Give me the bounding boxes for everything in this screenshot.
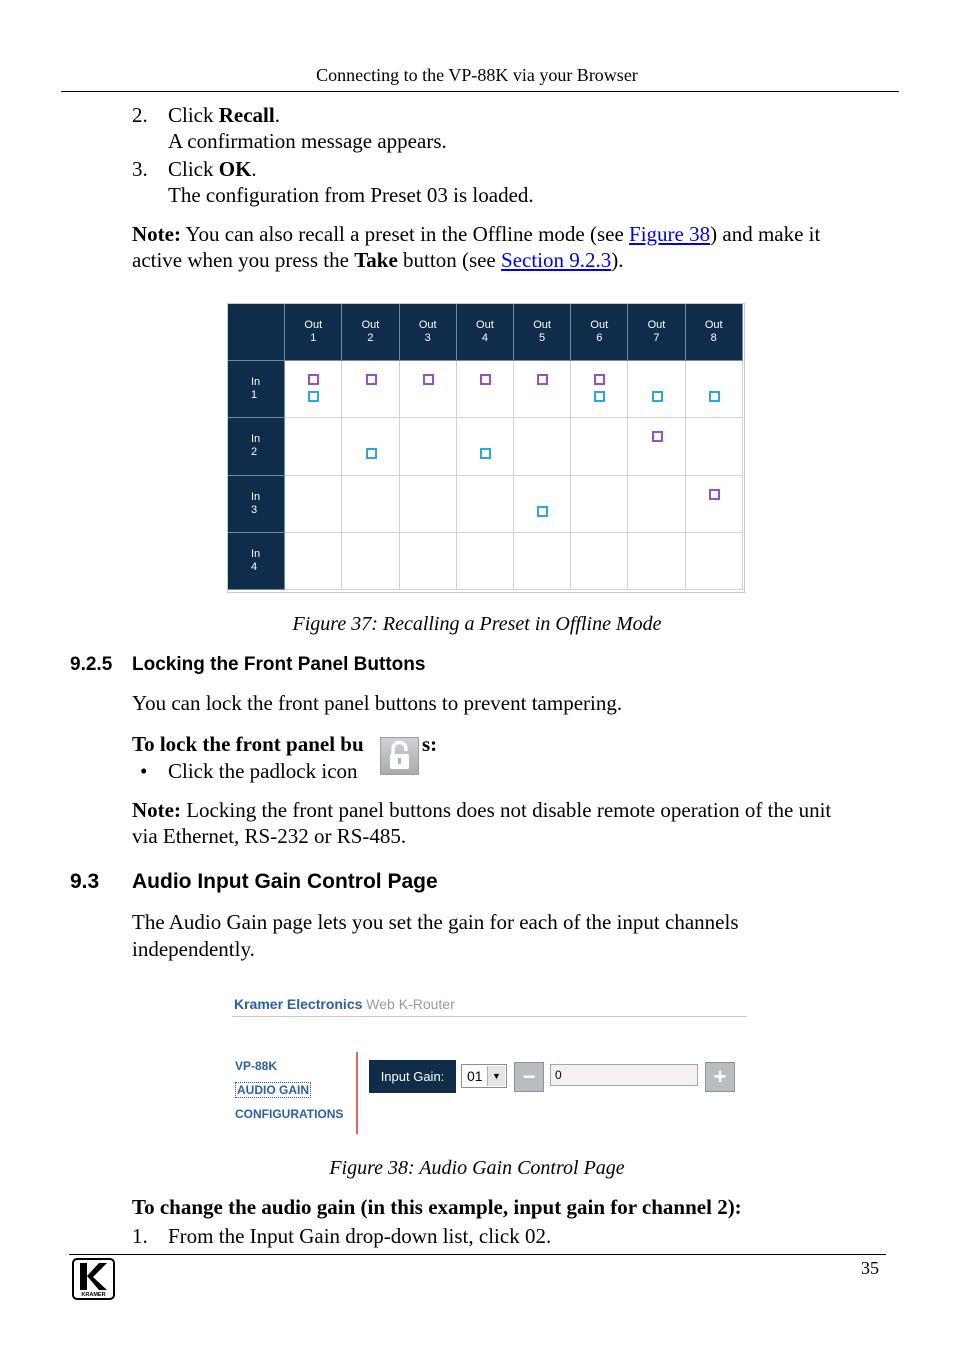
current-route-mark [366, 448, 377, 459]
matrix-cell[interactable] [514, 361, 571, 418]
current-route-mark [480, 448, 491, 459]
output-label: 1 [310, 332, 317, 344]
running-header: Connecting to the VP-88K via your Browser [316, 65, 638, 85]
section-925-para: You can lock the front panel buttons to prevent tampering. [132, 691, 623, 715]
bullet-padlock: Click the padlock icon [168, 759, 358, 783]
matrix-cell[interactable] [342, 533, 399, 590]
section-925-title: Locking the Front Panel Buttons [132, 654, 426, 675]
figure-37-caption: Figure 37: Recalling a Preset in Offline Mode [292, 613, 662, 635]
matrix-cell[interactable] [628, 476, 685, 533]
figure-38-caption: Figure 38: Audio Gain Control Page [329, 1157, 625, 1179]
brand-name: Kramer Electronics [234, 996, 363, 1012]
web-header [234, 996, 455, 1012]
nav-divider [356, 1052, 358, 1134]
matrix-output-header [342, 304, 399, 361]
output-label: Out [418, 319, 437, 331]
current-route-mark [652, 391, 663, 402]
matrix-cell[interactable] [285, 418, 342, 475]
section-923-link[interactable]: Section 9.2.3 [501, 248, 612, 272]
output-label: 4 [481, 332, 488, 344]
web-header-rule [232, 1016, 747, 1017]
step-2: 2. [132, 103, 148, 127]
matrix-cell[interactable] [400, 361, 457, 418]
padlock-icon[interactable] [380, 737, 419, 775]
output-label: 7 [653, 332, 660, 344]
current-route-mark [709, 391, 720, 402]
section-93-para-1: The Audio Gain page lets you set the gain for each of the input channels [132, 910, 739, 934]
matrix-cell[interactable] [571, 361, 628, 418]
input-label: 1 [251, 389, 258, 402]
matrix-output-header [686, 304, 743, 361]
current-route-mark [308, 391, 319, 402]
matrix-cell[interactable] [571, 476, 628, 533]
matrix-cell[interactable] [285, 476, 342, 533]
matrix-cell[interactable] [628, 361, 685, 418]
kramer-logo-mark [74, 1260, 113, 1298]
output-label: 6 [596, 332, 603, 344]
nav-configurations[interactable]: CONFIGURATIONS [235, 1107, 344, 1121]
step-3: 3. [132, 157, 148, 181]
input-label: 2 [251, 446, 258, 459]
matrix-input-header [228, 533, 285, 590]
matrix-cell[interactable] [628, 418, 685, 475]
matrix-cell[interactable] [514, 418, 571, 475]
output-label: Out [590, 319, 609, 331]
note-offline: Note: You can also recall a preset in the Offline mode (see Figure 38) and make it active when you press the Take button (see Section 9.2.3). [132, 222, 821, 272]
procedure-lock-title-end: s: [422, 732, 438, 756]
output-label: Out [704, 319, 723, 331]
matrix-cell[interactable] [457, 418, 514, 475]
output-label: Out [304, 319, 323, 331]
input-gain-button[interactable]: Input Gain: [369, 1060, 456, 1093]
output-label: Out [647, 319, 666, 331]
matrix-cell[interactable] [400, 476, 457, 533]
minus-button[interactable] [514, 1062, 544, 1092]
matrix-cell[interactable] [457, 361, 514, 418]
matrix-cell[interactable] [628, 533, 685, 590]
current-route-mark [594, 391, 605, 402]
procedure-gain-step: From the Input Gain drop-down list, click 02. [168, 1224, 552, 1248]
gain-value: 0 [555, 1068, 562, 1082]
section-93-number: 9.3 [70, 870, 100, 893]
matrix-cell[interactable] [514, 476, 571, 533]
matrix-output-header [457, 304, 514, 361]
matrix-cell[interactable] [400, 533, 457, 590]
chevron-down-icon[interactable]: ▼ [487, 1066, 505, 1086]
matrix-cell[interactable] [571, 418, 628, 475]
matrix-cell[interactable] [686, 476, 743, 533]
preset-route-mark [652, 431, 663, 442]
nav-vp88k[interactable]: VP-88K [235, 1059, 278, 1073]
plus-icon: + [713, 1064, 727, 1089]
matrix-cell[interactable] [457, 533, 514, 590]
input-label: In [251, 376, 261, 389]
matrix-cell[interactable] [457, 476, 514, 533]
nav-audio-gain[interactable]: AUDIO GAIN [237, 1083, 309, 1097]
preset-route-mark [423, 374, 434, 385]
input-label: In [251, 490, 261, 503]
app-name: Web K-Router [366, 996, 455, 1012]
matrix-cell[interactable] [686, 418, 743, 475]
matrix-input-header [228, 361, 285, 418]
matrix-output-header [514, 304, 571, 361]
input-label: 3 [251, 503, 258, 516]
current-route-mark [537, 506, 548, 517]
output-label: Out [533, 319, 551, 331]
kramer-logo [72, 1258, 115, 1300]
routing-matrix [227, 303, 745, 593]
bullet-dot: • [140, 759, 148, 783]
matrix-input-header [228, 476, 285, 533]
preset-route-mark [308, 374, 319, 385]
output-label: 8 [710, 332, 717, 344]
output-label: 3 [424, 332, 431, 344]
matrix-output-header [628, 304, 685, 361]
channel-select[interactable] [461, 1064, 507, 1088]
minus-icon: − [522, 1064, 536, 1089]
preset-route-mark [594, 374, 605, 385]
header-rule [61, 91, 899, 92]
figure-38-link[interactable]: Figure 38 [629, 222, 711, 246]
matrix-cell[interactable] [342, 476, 399, 533]
matrix-cell[interactable] [342, 418, 399, 475]
preset-route-mark [709, 489, 720, 500]
matrix-cell[interactable] [285, 533, 342, 590]
output-label: Out [476, 319, 494, 331]
matrix-output-header [571, 304, 628, 361]
matrix-output-header [285, 304, 342, 361]
input-label: In [251, 547, 261, 560]
section-93-title: Audio Input Gain Control Page [132, 870, 438, 893]
channel-select-value: 01 [467, 1068, 483, 1084]
svg-text:KRAMER: KRAMER [81, 1292, 106, 1298]
gain-value-field[interactable] [550, 1064, 698, 1086]
section-925-number: 9.2.5 [70, 654, 113, 675]
procedure-gain-title: To change the audio gain (in this example, input gain for channel 2): [132, 1195, 742, 1219]
input-label: 4 [251, 560, 258, 573]
step-2-result: A confirmation message appears. [168, 129, 447, 153]
step-3-result: The configuration from Preset 03 is loaded. [168, 183, 534, 207]
page-number: 35 [861, 1258, 879, 1278]
output-label: 5 [539, 332, 546, 344]
step-2-text: Click Recall. [168, 103, 280, 127]
preset-route-mark [537, 374, 548, 385]
input-label: In [251, 433, 261, 446]
procedure-gain-step-num: 1. [132, 1224, 148, 1248]
output-label: 2 [367, 332, 374, 344]
matrix-cell[interactable] [400, 418, 457, 475]
section-93-para-2: independently. [132, 937, 255, 961]
matrix-cell[interactable] [571, 533, 628, 590]
matrix-cell[interactable] [686, 533, 743, 590]
step-3-text: Click OK. [168, 157, 257, 181]
plus-button[interactable] [705, 1062, 735, 1092]
preset-route-mark [480, 374, 491, 385]
matrix-input-header [228, 418, 285, 475]
note-locking: Note: Locking the front panel buttons does not disable remote operation of the unit via Ethernet, RS-232 or RS-485. [132, 798, 832, 848]
footer-rule [69, 1254, 886, 1255]
matrix-cell[interactable] [285, 361, 342, 418]
preset-route-mark [366, 374, 377, 385]
output-label: Out [361, 319, 380, 331]
matrix-cell[interactable] [686, 361, 743, 418]
matrix-output-header [400, 304, 457, 361]
matrix-cell[interactable] [342, 361, 399, 418]
procedure-lock-title: To lock the front panel bu [132, 732, 364, 756]
matrix-cell[interactable] [514, 533, 571, 590]
matrix-corner [228, 304, 285, 361]
